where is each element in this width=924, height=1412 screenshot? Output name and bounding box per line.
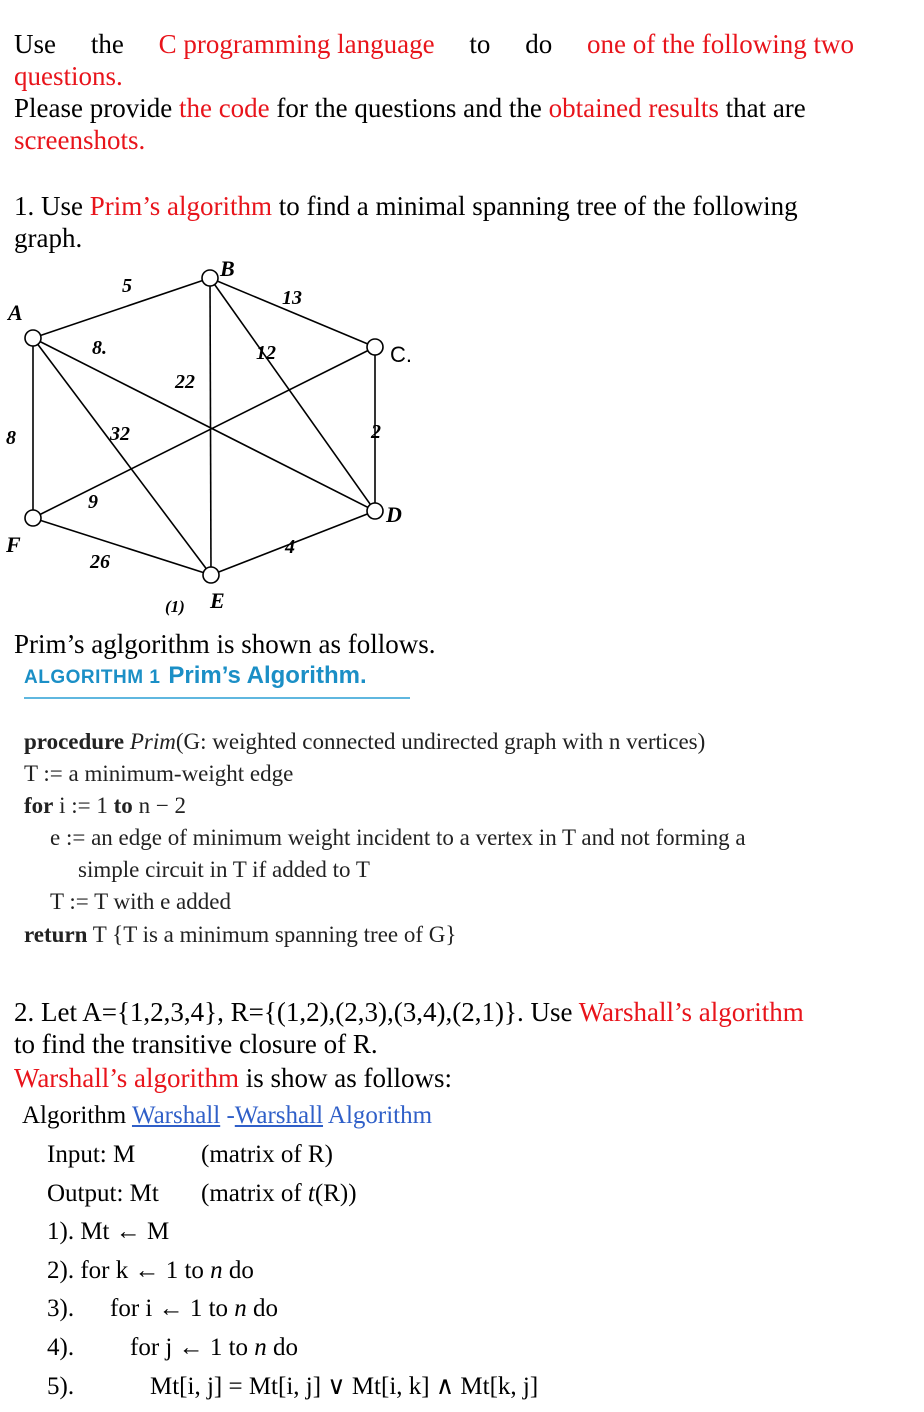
vertex-A: [25, 330, 41, 346]
warshall-link-2[interactable]: Warshall: [234, 1102, 324, 1129]
prim-intro-text: Prim’s aglgorithm is shown as follows.: [14, 629, 436, 659]
weight-B-D: 12: [256, 342, 276, 364]
pseudo-line-5: simple circuit in T if added to T: [78, 857, 370, 882]
q1-line-2: graph.: [14, 223, 83, 253]
graph-caption: (1): [165, 597, 185, 616]
algorithm-divider: [24, 697, 410, 699]
vertex-B: [202, 270, 218, 286]
intro-line-3: Please provide the code for the questions and the obtained results that are: [14, 93, 806, 123]
vertex-C: [367, 339, 383, 355]
weight-A-B: 5: [122, 275, 132, 297]
algorithm-label: ALGORITHM 1: [24, 667, 161, 688]
warshall-step-5-num: 5).: [47, 1373, 75, 1400]
vertex-D: [367, 503, 383, 519]
vertex-label-E: E: [210, 588, 225, 613]
vertex-label-D: D: [386, 502, 402, 527]
pseudo-line-4: e := an edge of minimum weight incident to a vertex in T and not forming a: [50, 825, 746, 850]
vertex-label-B: B: [220, 256, 235, 281]
vertex-label-A: A: [8, 300, 23, 325]
warshall-link-1[interactable]: Warshall: [131, 1102, 221, 1129]
pseudo-line-1: procedure Prim(G: weighted connected undirected graph with n vertices): [24, 729, 706, 754]
weight-A-F: 8: [6, 427, 16, 449]
warshall-output-desc: (matrix of t(R)): [201, 1180, 357, 1207]
edge-F-C: [33, 347, 375, 518]
weight-F-E: 26: [90, 551, 110, 573]
vertex-E: [203, 567, 219, 583]
warshall-step-4: for j ← 1 to n do: [130, 1334, 299, 1361]
intro-line-4: screenshots.: [14, 125, 146, 155]
weight-A-D: 8.: [92, 337, 107, 359]
q2-line-2: to find the transitive closure of R.: [14, 1029, 378, 1059]
weight-C-D: 2: [371, 421, 381, 443]
vertex-label-C: C.: [390, 342, 412, 367]
q1-line-1: 1. Use Prim’s algorithm to find a minimal spanning tree of the following: [14, 191, 798, 221]
intro-line-2: questions.: [14, 61, 123, 91]
q2-line-3: Warshall’s algorithm is show as follows:: [14, 1063, 453, 1093]
edge-B-E: [210, 278, 211, 575]
weight-E-D: 4: [285, 536, 295, 558]
weight-F-C: 9: [88, 491, 98, 513]
warshall-step-1: 1). Mt ← M: [47, 1218, 170, 1245]
edge-F-E: [33, 518, 211, 575]
edge-A-D: [33, 338, 375, 511]
graph-figure: [0, 250, 440, 620]
warshall-title: Algorithm Warshall -Warshall Algorithm: [22, 1102, 433, 1129]
warshall-input-label: Input: M: [47, 1141, 136, 1168]
pseudo-line-3: for i := 1 to n − 2: [24, 793, 187, 818]
vertex-label-F: F: [6, 532, 21, 557]
algorithm-heading: [24, 662, 367, 690]
vertex-F: [25, 510, 41, 526]
pseudo-line-7: return T {T is a minimum spanning tree of G}: [24, 922, 457, 947]
algorithm-name: Prim’s Algorithm.: [168, 662, 367, 689]
q2-line-1: 2. Let A={1,2,3,4}, R={(1,2),(2,3),(3,4),(2,1)}. Use Warshall’s algorithm: [14, 997, 804, 1027]
pseudo-line-2: T := a minimum-weight edge: [24, 761, 294, 786]
intro-line-1: Use the C programming language to do one of the following two: [14, 29, 854, 59]
weight-B-C: 13: [282, 287, 302, 309]
weight-A-E: 32: [110, 423, 130, 445]
warshall-step-4-num: 4).: [47, 1334, 75, 1361]
pseudo-line-6: T := T with e added: [50, 889, 231, 914]
weight-B-E: 22: [175, 371, 195, 393]
warshall-step-5: Mt[i, j] = Mt[i, j] ∨ Mt[i, k] ∧ Mt[k, j]: [150, 1373, 539, 1400]
warshall-output-label: Output: Mt: [47, 1180, 159, 1207]
warshall-step-3: for i ← 1 to n do: [110, 1295, 279, 1322]
warshall-step-2: 2). for k ← 1 to n do: [47, 1257, 254, 1284]
warshall-step-3-num: 3).: [47, 1295, 75, 1322]
warshall-input-desc: (matrix of R): [201, 1141, 333, 1168]
